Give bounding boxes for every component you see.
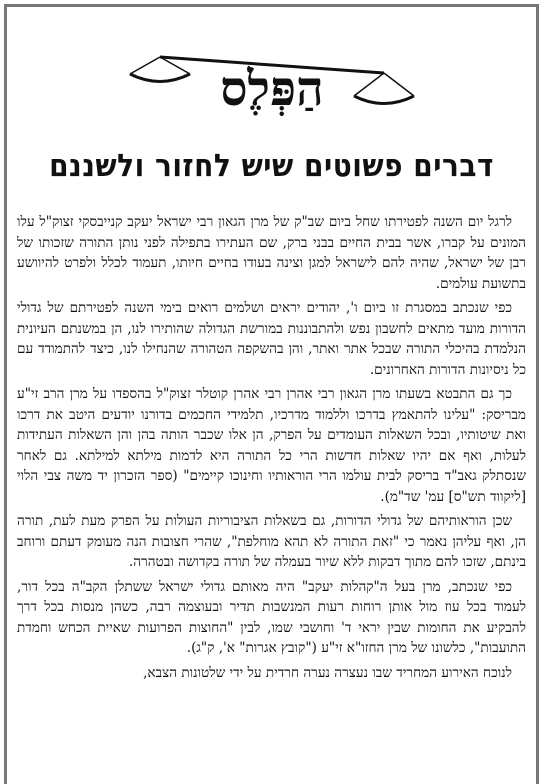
article-headline: דברים פשוטים שיש לחזור ולשננם bbox=[49, 147, 494, 184]
logo-text: הַפְּלֶס bbox=[219, 61, 324, 117]
article-body bbox=[17, 212, 526, 687]
article-frame bbox=[4, 4, 539, 784]
paragraph: כך גם התבטא בשעתו מרן הגאון רבי אהרן רבי אהרן קוטלר זצוק"ל בהספדו על מרן הרב זי"ע מבריסק: "עלינו להתאמץ בדרכו וללמוד מדרכיו, תלמידי החכמים בדורנו יודעים היטב את דרכו ואת שיטותיו, ובכל השאלות העומדים על הפרק, הן אלו שכבר הותה בהן והן השאלות העתידות לעלות, ואף אם יהיו שאלות חדשות הרי כל התורה היא לדמות מילתא למילתא. גם לאחר שנסתלק גאב"ד בריסק לבית עולמו הרי הוראותיו וחינוכו קיימים" (ספר הזכרון יד משה צבי הלוי [ליקווד תש"ס] עמ' שד"מ). bbox=[17, 386, 526, 505]
paragraph: כפי שנכתב, מרן בעל ה"קהלות יעקב" היה מאותם גדולי ישראל ששתלן הקב"ה בכל דור, לעמוד בכל עוז מול אותן רוחות רעות המנשבות תדיר ובעוצמה רבה, כשהן מנסות בכל דרך להבקיע את החומות שבין יראי ד' וחושבי שמו, לבין "החוצות הפרועות שאיית הכחש וחמדת התועבות", כלשונו של מרן החזו"א זי"ע ("קובץ אגרות" א', ק"ג). bbox=[17, 578, 526, 656]
scales-logo-icon bbox=[122, 47, 422, 117]
paragraph: לנוכח האירוע המחריד שבו נעצרה נערה חרדית על ידי שלטונות הצבא, bbox=[143, 664, 512, 681]
paragraph: כפי שנכתב במסגרת זו ביום ו', יהודים יראים ושלמים רואים בימי השנה לפטירתם של גדולי הדורות מועד מתאים לחשבון נפש ולהתבוננות במורשת הגדולה שהותירו לנו, הן במשנתם העיונית הנלמדת בהיכלי התורה שבכל אתר ואתר, והן בהשקפה הטהורה שהנחילו לנו, כיצד להתמודד עם כל ניסיונות הדורות האחרונים. bbox=[17, 300, 526, 378]
paragraph: שכן הוראותיהם של גדולי הדורות, גם בשאלות הציבוריות העולות על הפרק מעת לעת, תורה הן, ואף עליהן נאמר כי "זאת התורה לא תהא מוחלפת", שהרי חצובות הנה מעומק דעתם ורוחב בינתם, שזכו להם מתוך דבקות ללא שיור בעמלה של תורה בקדושה ובטהרה. bbox=[17, 513, 526, 570]
paragraph: לרגל יום השנה לפטירתו שחל ביום שב"ק של מרן הגאון רבי ישראל יעקב קנייבסקי זצוק"ל עלו המונים על קברו, אשר בבית החיים בבני ברק, שם העתירו בתפילה לפני נותן התורה שזכותו של רבן של ישראל, שהיה להם לישראל למגן וצינה בעודו בחיים חיותו, תעמוד לכלל ולפרט להיוושע בתשועת עולמים. bbox=[17, 214, 526, 292]
newspaper-logo bbox=[7, 47, 536, 117]
